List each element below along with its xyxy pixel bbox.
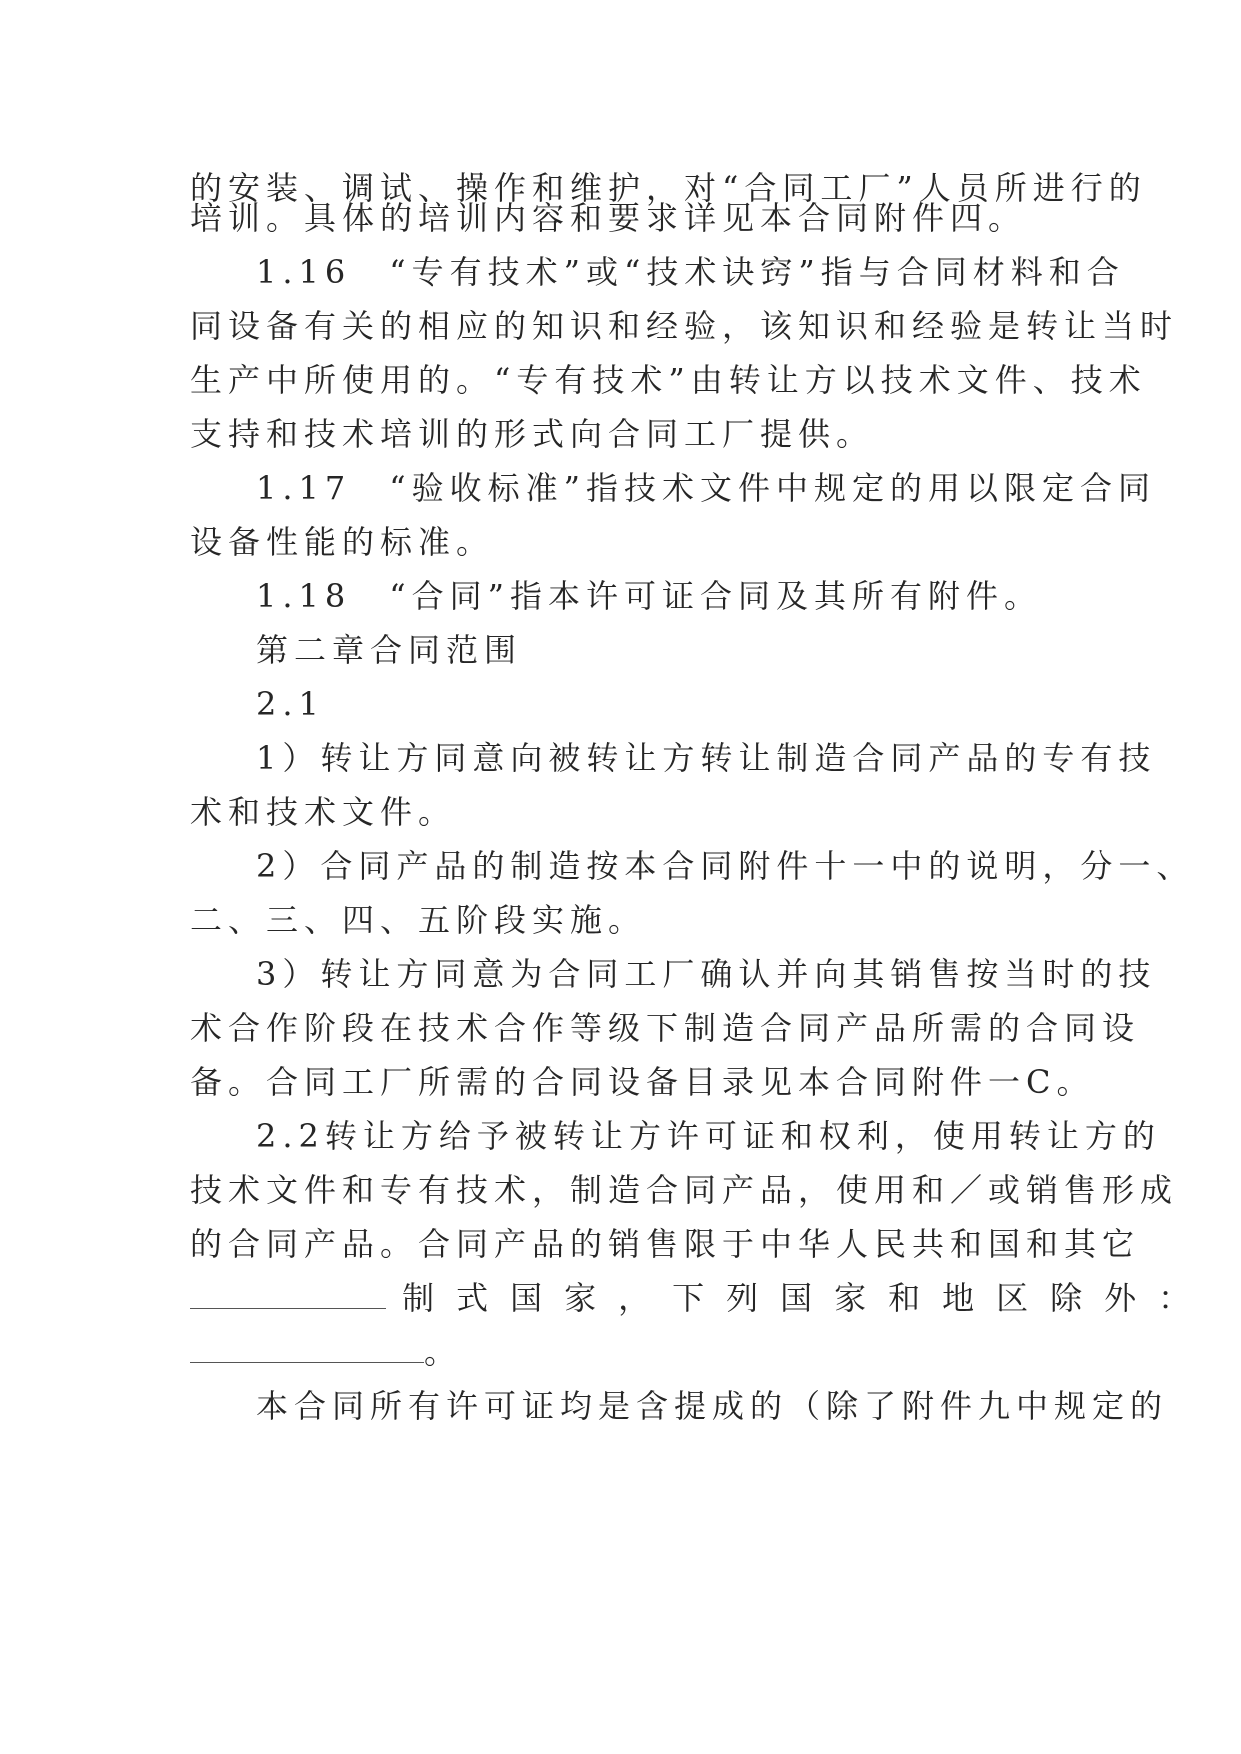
text-line-6: 支持和技术培训的形式向合同工厂提供。: [190, 415, 875, 453]
text-line-15: 二、三、四、五阶段实施。: [190, 901, 647, 939]
text-line-4: 同设备有关的相应的知识和经验，该知识和经验是转让当时: [190, 307, 1179, 345]
text-line-7: 1.17 “验收标准”指技术文件中规定的用以限定合同: [256, 469, 1156, 507]
text-line-21: 的合同产品。合同产品的销售限于中华人民共和国和其它: [190, 1225, 1141, 1263]
text-line-12: 1）转让方同意向被转让方转让制造合同产品的专有技: [256, 739, 1157, 777]
section-number: 2.1: [256, 685, 325, 723]
text-line-20: 技术文件和专有技术，制造合同产品，使用和／或销售形成: [190, 1171, 1179, 1209]
text-line-3: 1.16 “专有技术”或“技术诀窍”指与合同材料和合: [256, 253, 1125, 291]
text-line-1: 的安装、调试、操作和维护，对“合同工厂”人员所进行的: [190, 169, 1147, 207]
fill-in-blank-2: [190, 1338, 424, 1363]
text-line-2b: 培训。具体的培训内容和要求详见本合同附件四。: [190, 199, 1027, 237]
text-line-9: 1.18 “合同”指本许可证合同及其所有附件。: [256, 577, 1042, 615]
text-line-8: 设备性能的标准。: [190, 523, 495, 561]
text-line-24: 本合同所有许可证均是含提成的（除了附件九中规定的: [256, 1387, 1169, 1425]
text-line-19: 2.2转让方给予被转让方许可证和权利，使用转让方的: [256, 1117, 1161, 1155]
text-line-14: 2）合同产品的制造按本合同附件十一中的说明，分一、: [256, 847, 1195, 885]
text-line-22: [190, 1268, 1212, 1328]
text-line-16: 3）转让方同意为合同工厂确认并向其销售按当时的技: [256, 955, 1157, 993]
chapter-heading: 第二章合同范围: [256, 631, 523, 669]
text-line-5: 生产中所使用的。“专有技术”由转让方以技术文件、技术: [190, 361, 1147, 399]
text-line-23: [190, 1322, 462, 1382]
text-line-23-content: 。: [424, 1333, 463, 1371]
text-line-22-content: 制式国家，下列国家和地区除外：: [402, 1279, 1213, 1317]
text-line-17: 术合作阶段在技术合作等级下制造合同产品所需的合同设: [190, 1009, 1141, 1047]
fill-in-blank-1: [190, 1284, 386, 1309]
text-line-13: 术和技术文件。: [190, 793, 457, 831]
text-line-18: 备。合同工厂所需的合同设备目录见本合同附件一C。: [190, 1063, 1095, 1101]
